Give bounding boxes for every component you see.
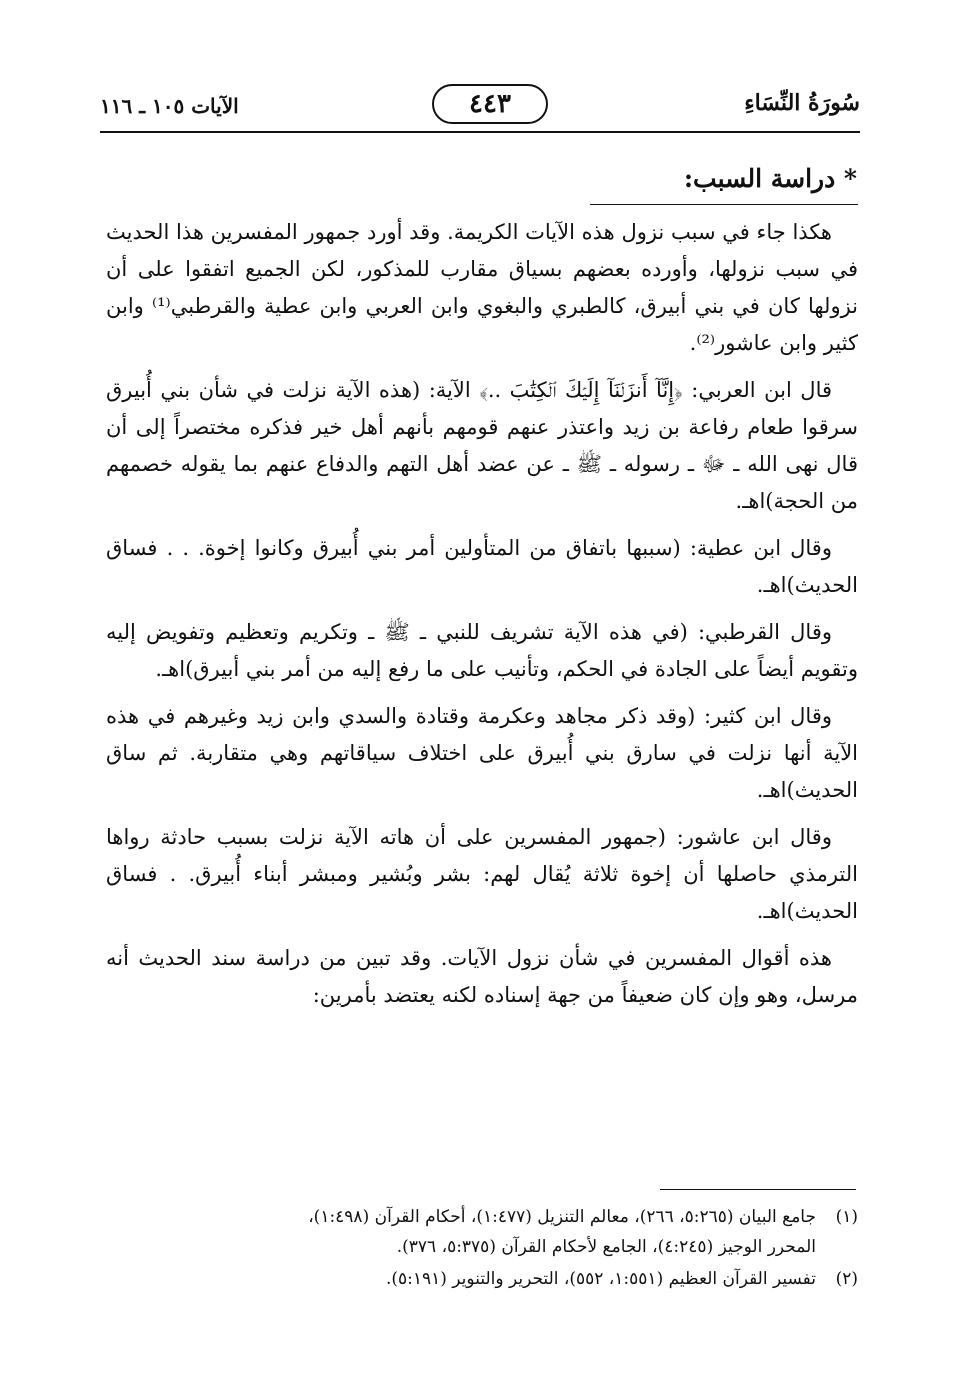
footnote-number: (٢) [835, 1269, 858, 1289]
footnote-text [106, 1264, 816, 1294]
page-header [100, 84, 860, 130]
paragraph-ibn-kathir: وقال ابن كثير: (وقد ذكر مجاهد وعكرمة وقتادة والسدي وابن زيد وغيرهم في هذه الآية أنها نزلت في سارق بني أُبيرق على اختلاف سياقاتهم وهي متقاربة. ثم ساق الحديث)اهـ. [106, 704, 858, 802]
footnote-line: المحرر الوجيز (٤:٢٤٥)، الجامع لأحكام القرآن (٥:٣٧٥، ٣٧٦). [396, 1237, 816, 1257]
page-number: ٤٤٣ [432, 84, 548, 124]
paragraph-ibn-ashur: وقال ابن عاشور: (جمهور المفسرين على أن هاته الآية نزلت بسبب حادثة رواها الترمذي حاصلها أن إخوة ثلاثة يُقال لهم: بشر وبُشير ومبشر أبناء أُبيرق. . فساق الحديث)اهـ. [106, 825, 858, 923]
section-title: * دراسة السبب: [683, 164, 857, 193]
paragraph-ibn-arabi: قال ابن العربي: ﴿إِنَّآ أَنزَلۡنَآ إِلَيۡكَ ٱلۡكِتَٰبَ ..﴾ الآية: (هذه الآية نزلت في شأن بني أُبيرق سرقوا طعام رفاعة بن زيد واعتذر عنهم قومهم بأنهم أهل خير فذكره مختصراً إلى أن قال نهى الله ـ ﷻ ـ رسوله ـ ﷺ ـ عن عضد أهل التهم والدفاع عنهم بما يقوله خصمهم من الحجة)اهـ. [106, 378, 858, 513]
header-divider [100, 131, 860, 133]
footnote-divider [660, 1189, 856, 1190]
footnote-number: (١) [835, 1207, 858, 1227]
footnote-text [106, 1202, 816, 1262]
footnote [106, 1202, 858, 1262]
footnote-line: تفسير القرآن العظيم (١:٥٥١، ٥٥٢)، التحرير والتنوير (٥:١٩١). [385, 1269, 816, 1289]
paragraph-qurtubi: وقال القرطبي: (في هذه الآية تشريف للنبي ـ ﷺ ـ وتكريم وتعظيم وتفويض إليه وتقويم أيضاً على الجادة في الحكم، وتأنيب على ما رفع إليه من أمر بني أبيرق)اهـ. [106, 620, 858, 681]
paragraph-intro: هكذا جاء في سبب نزول هذه الآيات الكريمة. وقد أورد جمهور المفسرين هذا الحديث في سبب نزولها، وأورده بعضهم بسياق مقارب للمذكور، لكن الجميع اتفقوا على أن نزولها كان في بني أبيرق، كالطبري والبغوي وابن العربي وابن عطية والقرطبي⁽¹⁾ وابن كثير وابن عاشور⁽²⁾. [106, 220, 859, 355]
main-text [106, 214, 858, 1024]
title-underline [590, 204, 858, 205]
footnotes [106, 1202, 858, 1296]
paragraph-ibn-atiyya: وقال ابن عطية: (سببها باتفاق من المتأولين أمر بني أُبيرق وكانوا إخوة. . . فساق الحديث)اهـ. [106, 536, 858, 597]
footnote-line: جامع البيان (٥:٢٦٥، ٢٦٦)، معالم التنزيل (١:٤٧٧)، أحكام القرآن (١:٤٩٨)، [308, 1207, 816, 1227]
surah-name: سُورَةُ النِّسَاءِ [744, 90, 860, 116]
verses-range: الآيات ١٠٥ ـ ١١٦ [100, 94, 239, 118]
paragraph-conclusion: هذه أقوال المفسرين في شأن نزول الآيات. وقد تبين من دراسة سند الحديث أنه مرسل، وهو وإن كان ضعيفاً من جهة إسناده لكنه يعتضد بأمرين: [106, 946, 858, 1007]
footnote [106, 1264, 858, 1294]
